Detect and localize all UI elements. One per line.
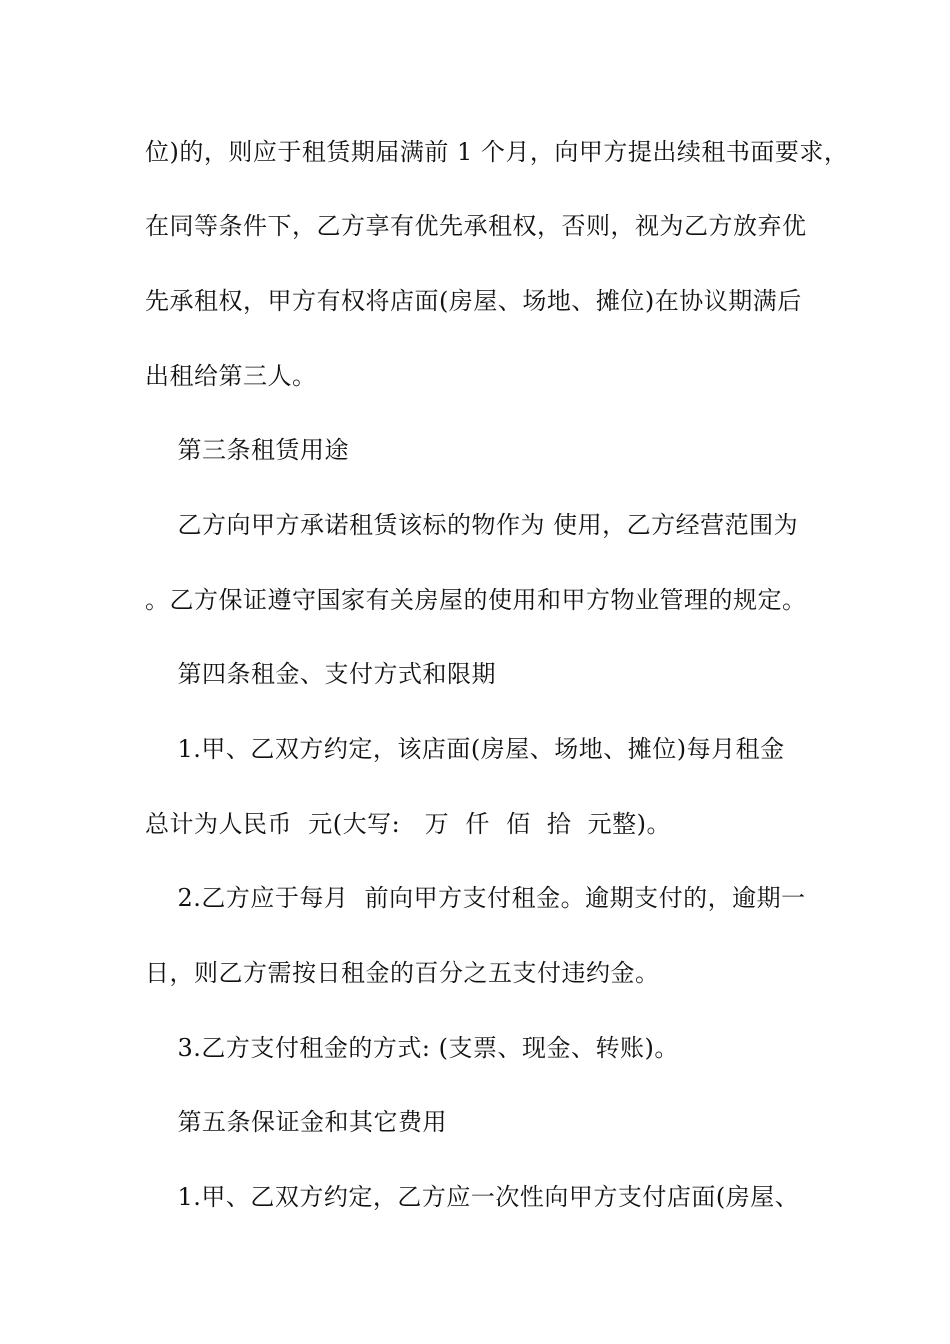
- text-line: 1.甲、乙双方约定，该店面(房屋、场地、摊位)每月租金: [145, 735, 785, 763]
- text-line: 乙方向甲方承诺租赁该标的物作为 使用，乙方经营范围为: [145, 511, 799, 539]
- text-line: 3.乙方支付租金的方式: (支票、现金、转账)。: [145, 1034, 679, 1062]
- text-line: 2.乙方应于每月 前向甲方支付租金。逾期支付的，逾期一: [145, 884, 806, 912]
- section-heading: 第五条保证金和其它费用: [145, 1108, 448, 1136]
- section-heading: 第四条租金、支付方式和限期: [145, 660, 497, 688]
- text-line: 出租给第三人。: [145, 362, 317, 390]
- text-line: 总计为人民币 元(大写: 万 仟 佰 拾 元整)。: [145, 810, 671, 838]
- text-line: 在同等条件下，乙方享有优先承租权，否则，视为乙方放弃优: [145, 212, 807, 240]
- section-heading: 第三条租赁用途: [145, 436, 350, 464]
- text-line: 1.甲、乙双方约定，乙方应一次性向甲方支付店面(房屋、: [145, 1183, 800, 1211]
- text-line: 先承租权，甲方有权将店面(房屋、场地、摊位)在协议期满后: [145, 287, 802, 315]
- text-line: 位)的，则应于租赁期届满前 1 个月，向甲方提出续租书面要求，: [145, 138, 849, 166]
- text-line: 日，则乙方需按日租金的百分之五支付违约金。: [145, 959, 660, 987]
- text-line: 。乙方保证遵守国家有关房屋的使用和甲方物业管理的规定。: [145, 586, 807, 614]
